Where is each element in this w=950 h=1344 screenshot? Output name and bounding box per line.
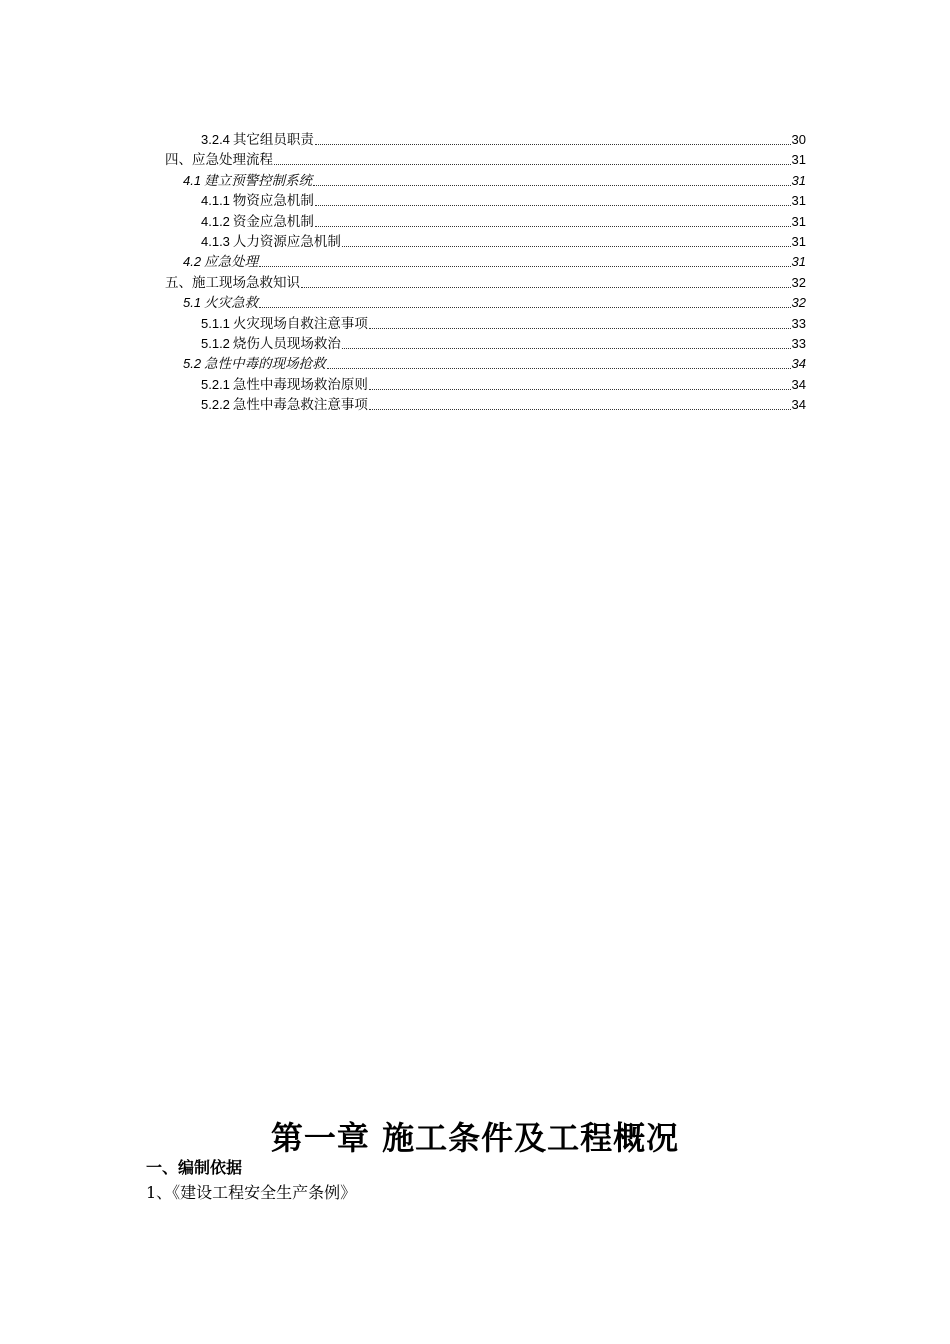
toc-entry-page: 30 bbox=[791, 132, 806, 147]
toc-entry-page: 32 bbox=[791, 295, 806, 311]
toc-entry-page: 34 bbox=[791, 376, 806, 392]
body-text-line: 1、《建设工程安全生产条例》 bbox=[146, 1183, 357, 1202]
toc-entry-number: 5.1.2 bbox=[201, 336, 230, 351]
toc-entry-page: 31 bbox=[791, 213, 806, 229]
toc-leader-dots bbox=[274, 164, 791, 165]
toc-entry[interactable] bbox=[183, 169, 806, 189]
toc-entry[interactable] bbox=[201, 393, 806, 413]
toc-entry-number: 5.1.1 bbox=[201, 315, 230, 331]
toc-entry-title: 五、施工现场急救知识 bbox=[165, 274, 300, 291]
toc-leader-dots bbox=[327, 368, 791, 369]
toc-entry-number: 5.2.2 bbox=[201, 397, 230, 413]
toc-entry[interactable] bbox=[165, 148, 806, 168]
toc-entry-page: 33 bbox=[791, 336, 806, 351]
section-heading: 一、编制依据 bbox=[146, 1158, 243, 1177]
toc-entry-title: 火灾现场自救注意事项 bbox=[232, 315, 368, 332]
toc-entry[interactable] bbox=[201, 230, 806, 250]
toc-leader-dots bbox=[315, 226, 791, 227]
toc-entry-title: 物资应急机制 bbox=[232, 193, 314, 210]
toc-entry-title: 烧伤人员现场救治 bbox=[232, 336, 341, 352]
toc-entry-title: 急性中毒现场救治原则 bbox=[232, 376, 368, 393]
toc-entry-number: 4.1.3 bbox=[201, 234, 230, 249]
toc-leader-dots bbox=[315, 205, 791, 206]
toc-entry[interactable] bbox=[183, 250, 806, 270]
toc-entry[interactable] bbox=[201, 128, 806, 148]
toc-entry-page: 31 bbox=[791, 193, 806, 209]
toc-entry-title: 其它组员职责 bbox=[232, 132, 314, 148]
toc-leader-dots bbox=[369, 409, 791, 410]
toc-leader-dots bbox=[342, 348, 791, 349]
toc-leader-dots bbox=[369, 328, 791, 329]
toc-entry[interactable] bbox=[201, 189, 806, 209]
toc-entry-title: 火灾急救 bbox=[204, 295, 259, 312]
toc-entry-page: 34 bbox=[791, 356, 806, 372]
toc-entry-number: 5.1 bbox=[183, 295, 202, 311]
toc-leader-dots bbox=[259, 266, 790, 267]
toc-entry[interactable] bbox=[183, 352, 806, 372]
toc-entry-page: 31 bbox=[791, 172, 806, 188]
toc-entry-number: 5.2 bbox=[183, 356, 202, 372]
toc-entry[interactable] bbox=[201, 210, 806, 230]
toc-entry-page: 34 bbox=[791, 397, 806, 413]
toc-entry-title: 四、应急处理流程 bbox=[165, 152, 273, 169]
toc-leader-dots bbox=[259, 307, 790, 308]
toc-entry-title: 应急处理 bbox=[204, 254, 259, 271]
toc-entry-number: 4.2 bbox=[183, 254, 202, 270]
toc-entry-title: 建立预警控制系统 bbox=[204, 172, 313, 189]
toc-leader-dots bbox=[313, 185, 790, 186]
toc-entry[interactable] bbox=[201, 373, 806, 393]
toc-entry-page: 33 bbox=[791, 315, 806, 331]
toc-entry-page: 31 bbox=[791, 152, 806, 168]
toc-entry[interactable] bbox=[201, 312, 806, 332]
toc-entry-number: 3.2.4 bbox=[201, 132, 230, 147]
toc-entry-number: 4.1 bbox=[183, 172, 202, 188]
toc-entry-title: 资金应急机制 bbox=[232, 213, 314, 230]
toc-entry-number: 4.1.2 bbox=[201, 213, 230, 229]
toc-leader-dots bbox=[315, 144, 791, 145]
toc-leader-dots bbox=[369, 389, 791, 390]
toc-entry-number: 5.2.1 bbox=[201, 376, 230, 392]
toc-entry-title: 急性中毒急救注意事项 bbox=[232, 397, 368, 414]
toc-leader-dots bbox=[301, 287, 791, 288]
toc-entry[interactable] bbox=[201, 332, 806, 352]
toc-entry-page: 31 bbox=[791, 254, 806, 270]
toc-entry[interactable] bbox=[183, 291, 806, 311]
toc-leader-dots bbox=[342, 246, 791, 247]
toc-entry-title: 急性中毒的现场抢救 bbox=[204, 356, 326, 373]
toc-entry-page: 31 bbox=[791, 234, 806, 249]
toc-entry[interactable] bbox=[165, 271, 806, 291]
chapter-title: 第一章 施工条件及工程概况 bbox=[270, 1119, 680, 1157]
toc-entry-title: 人力资源应急机制 bbox=[232, 234, 341, 250]
toc-entry-page: 32 bbox=[791, 274, 806, 290]
toc-entry-number: 4.1.1 bbox=[201, 193, 230, 209]
